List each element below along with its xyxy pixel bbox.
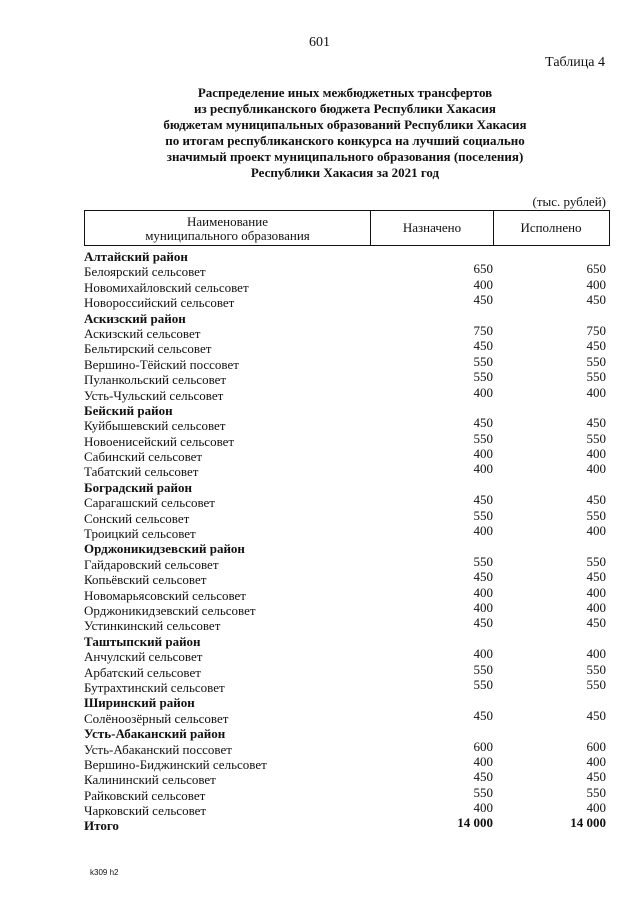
table-row	[84, 492, 610, 511]
district-name: Орджоникидзевский район	[84, 541, 245, 557]
page-number: 601	[309, 35, 330, 50]
executed-value: 450	[586, 769, 606, 785]
table-row	[84, 276, 610, 295]
units-label: (тыс. рублей)	[532, 194, 606, 209]
assigned-value: 450	[473, 415, 493, 431]
table-row	[84, 553, 610, 572]
table-row	[84, 430, 610, 449]
executed-value: 550	[586, 353, 606, 369]
executed-value: 400	[586, 461, 606, 477]
executed-value: 600	[586, 738, 606, 754]
assigned-value: 14 000	[457, 815, 493, 831]
column-header-name	[85, 211, 371, 245]
total-row	[84, 815, 610, 834]
title-line: по итогам республиканского конкурса на лучший социально	[165, 133, 525, 148]
title-line: Республики Хакасия за 2021 год	[250, 165, 440, 180]
executed-value: 450	[586, 338, 606, 354]
district-row	[84, 726, 610, 741]
executed-value: 400	[586, 276, 606, 292]
executed-value: 450	[586, 292, 606, 308]
executed-value: 550	[586, 430, 606, 446]
assigned-value: 550	[473, 507, 493, 523]
district-name: Боградский район	[84, 479, 193, 495]
assigned-value: 400	[473, 646, 493, 662]
executed-value: 550	[586, 676, 606, 692]
column-header-assigned: Назначено	[371, 211, 494, 245]
table-row	[84, 415, 610, 434]
title-line: значимый проект муниципального образования (поселения)	[166, 149, 524, 164]
assigned-value: 650	[473, 261, 493, 277]
table-row	[84, 338, 610, 357]
assigned-value: 400	[473, 584, 493, 600]
table-row	[84, 676, 610, 695]
table-row	[84, 446, 610, 465]
municipality-name: Копьёвский сельсовет	[84, 572, 207, 588]
assigned-value: 450	[473, 338, 493, 354]
municipality-name: Новороссийский сельсовет	[84, 295, 235, 311]
table-row	[84, 784, 610, 803]
executed-value: 450	[586, 615, 606, 631]
municipality-name: Усть-Чульский сельсовет	[84, 387, 224, 403]
column-header-name-line2: муниципального образования	[145, 228, 310, 243]
executed-value: 450	[586, 415, 606, 431]
table-row	[84, 369, 610, 388]
assigned-value: 550	[473, 784, 493, 800]
executed-value: 450	[586, 707, 606, 723]
municipality-name: Сабинский сельсовет	[84, 449, 203, 465]
district-name: Таштыпский район	[84, 633, 201, 649]
executed-value: 400	[586, 599, 606, 615]
district-row	[84, 480, 610, 495]
district-name: Алтайский район	[84, 249, 188, 264]
executed-value: 550	[586, 553, 606, 569]
table-row	[84, 738, 610, 757]
executed-value: 400	[586, 646, 606, 662]
executed-value: 400	[586, 753, 606, 769]
municipality-name: Усть-Абаканский поссовет	[84, 741, 232, 757]
district-row	[84, 249, 610, 264]
table-row	[84, 584, 610, 603]
municipality-name: Табатский сельсовет	[84, 464, 199, 480]
table-row	[84, 461, 610, 480]
assigned-value: 750	[473, 322, 493, 338]
title-line: Распределение иных межбюджетных трансфертов	[197, 85, 493, 100]
executed-value: 450	[586, 569, 606, 585]
table-row	[84, 322, 610, 341]
assigned-value: 550	[473, 369, 493, 385]
district-row	[84, 634, 610, 649]
table-row	[84, 261, 610, 280]
executed-value: 550	[586, 507, 606, 523]
municipality-name: Сарагашский сельсовет	[84, 495, 215, 511]
executed-value: 450	[586, 492, 606, 508]
municipality-name: Бутрахтинский сельсовет	[84, 679, 225, 695]
table-row	[84, 569, 610, 588]
municipality-name: Куйбышевский сельсовет	[84, 418, 226, 434]
municipality-name: Солёноозёрный сельсовет	[84, 710, 229, 726]
table-row	[84, 292, 610, 311]
table-body	[84, 249, 610, 834]
document-title	[100, 85, 590, 181]
title-line: из республиканского бюджета Республики Хакасия	[194, 101, 496, 116]
assigned-value: 400	[473, 276, 493, 292]
executed-value: 750	[586, 322, 606, 338]
assigned-value: 400	[473, 753, 493, 769]
district-name: Ширинский район	[84, 695, 195, 711]
assigned-value: 550	[473, 661, 493, 677]
executed-value: 400	[586, 800, 606, 816]
municipality-name: Райковский сельсовет	[84, 787, 206, 803]
executed-value: 550	[586, 369, 606, 385]
executed-value: 400	[586, 523, 606, 539]
assigned-value: 450	[473, 707, 493, 723]
municipality-name: Вершино-Тёйский поссовет	[84, 356, 239, 372]
table-row	[84, 646, 610, 665]
assigned-value: 400	[473, 599, 493, 615]
municipality-name: Аскизский сельсовет	[84, 325, 201, 341]
table-row	[84, 507, 610, 526]
table-label: Таблица 4	[545, 55, 605, 70]
assigned-value: 450	[473, 769, 493, 785]
assigned-value: 550	[473, 676, 493, 692]
table-row	[84, 661, 610, 680]
municipality-name: Троицкий сельсовет	[84, 526, 196, 542]
executed-value: 650	[586, 261, 606, 277]
municipality-name: Анчулский сельсовет	[84, 649, 203, 665]
municipality-name: Чарковский сельсовет	[84, 803, 207, 819]
municipality-name: Калининский сельсовет	[84, 772, 216, 788]
title-line: бюджетам муниципальных образований Республики Хакасия	[163, 117, 527, 132]
municipality-name: Устинкинский сельсовет	[84, 618, 221, 634]
municipality-name: Сонский сельсовет	[84, 510, 190, 526]
table-row	[84, 753, 610, 772]
assigned-value: 450	[473, 292, 493, 308]
district-name: Усть-Абаканский район	[84, 726, 226, 742]
assigned-value: 400	[473, 446, 493, 462]
assigned-value: 400	[473, 384, 493, 400]
municipality-name: Орджоникидзевский сельсовет	[84, 602, 256, 618]
assigned-value: 550	[473, 553, 493, 569]
table-row	[84, 523, 610, 542]
municipality-name: Пуланкольский сельсовет	[84, 372, 227, 388]
district-row	[84, 311, 610, 326]
district-row	[84, 695, 610, 710]
executed-value: 400	[586, 384, 606, 400]
executed-value: 400	[586, 446, 606, 462]
municipality-name: Вершино-Биджинский сельсовет	[84, 756, 267, 772]
column-header-name-line1: Наименование	[187, 214, 268, 229]
table-row	[84, 599, 610, 618]
executed-value: 550	[586, 661, 606, 677]
executed-value: 400	[586, 584, 606, 600]
assigned-value: 450	[473, 569, 493, 585]
district-row	[84, 541, 610, 556]
table-header	[84, 210, 610, 246]
municipality-name: Арбатский сельсовет	[84, 664, 201, 680]
footer-code: k309 h2	[90, 868, 119, 877]
table-row	[84, 769, 610, 788]
table-row	[84, 353, 610, 372]
executed-value: 14 000	[570, 815, 606, 831]
assigned-value: 550	[473, 430, 493, 446]
municipality-name: Новомарьясовский сельсовет	[84, 587, 246, 603]
executed-value: 550	[586, 784, 606, 800]
assigned-value: 450	[473, 492, 493, 508]
assigned-value: 600	[473, 738, 493, 754]
municipality-name: Новомихайловский сельсовет	[84, 279, 249, 295]
assigned-value: 550	[473, 353, 493, 369]
municipality-name: Бельтирский сельсовет	[84, 341, 212, 357]
district-row	[84, 403, 610, 418]
municipality-name: Итого	[84, 818, 119, 834]
district-name: Аскизский район	[84, 310, 186, 326]
assigned-value: 400	[473, 523, 493, 539]
district-name: Бейский район	[84, 402, 173, 418]
table-row	[84, 800, 610, 819]
table-row	[84, 707, 610, 726]
municipality-name: Новоенисейский сельсовет	[84, 433, 235, 449]
municipality-name: Белоярский сельсовет	[84, 264, 206, 280]
table-row	[84, 384, 610, 403]
assigned-value: 450	[473, 615, 493, 631]
table-row	[84, 615, 610, 634]
assigned-value: 400	[473, 461, 493, 477]
municipality-name: Гайдаровский сельсовет	[84, 556, 219, 572]
assigned-value: 400	[473, 800, 493, 816]
column-header-executed: Исполнено	[520, 220, 582, 235]
